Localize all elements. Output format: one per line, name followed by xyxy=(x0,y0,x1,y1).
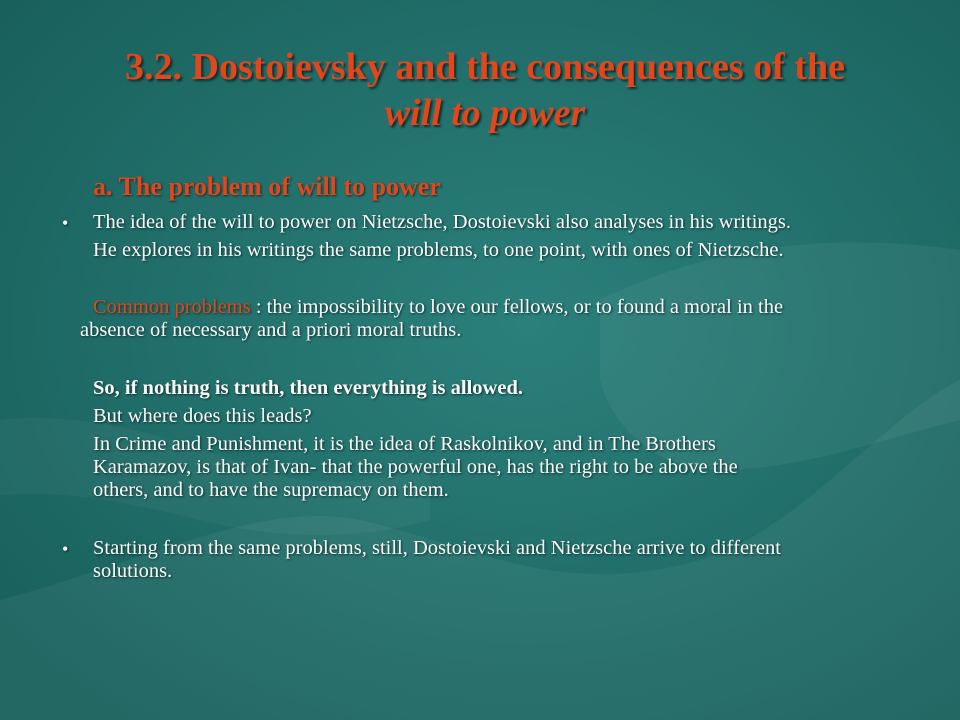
paragraph-6-line-1: In Crime and Punishment, it is the idea of Raskolnikov, and in The Brothers xyxy=(93,433,716,455)
paragraph-6-line-3: others, and to have the supremacy on them. xyxy=(93,479,449,501)
bullet-1-symbol: • xyxy=(62,213,69,233)
paragraph-7-line-2: solutions. xyxy=(93,560,173,582)
paragraph-4-bold: So, if nothing is truth, then everything is allowed. xyxy=(93,377,523,399)
paragraph-6-line-2: Karamazov, is that of Ivan- that the powerful one, has the right to be above the xyxy=(93,456,738,478)
paragraph-7-line-1: Starting from the same problems, still, Dostoievski and Nietzsche arrive to different xyxy=(93,537,781,559)
paragraph-3-line-1 xyxy=(93,296,783,318)
title-line-2-italic: will to power xyxy=(384,92,586,134)
paragraph-3-line-1-rest: : the impossibility to love our fellows, or to found a moral in the xyxy=(250,296,784,318)
paragraph-3-line-2: absence of necessary and a priori moral truths. xyxy=(80,319,462,341)
bullet-2-symbol: • xyxy=(62,539,69,559)
title-line-1: 3.2. Dostoievsky and the consequences of the xyxy=(125,46,845,88)
paragraph-5: But where does this leads? xyxy=(93,405,312,427)
paragraph-2: He explores in his writings the same problems, to one point, with ones of Nietzsche. xyxy=(93,239,784,261)
section-subtitle: a. The problem of will to power xyxy=(93,172,441,201)
slide-title xyxy=(40,44,930,136)
common-problems-label: Common problems xyxy=(93,296,251,318)
paragraph-1: The idea of the will to power on Nietzsche, Dostoievski also analyses in his writings. xyxy=(93,211,792,233)
